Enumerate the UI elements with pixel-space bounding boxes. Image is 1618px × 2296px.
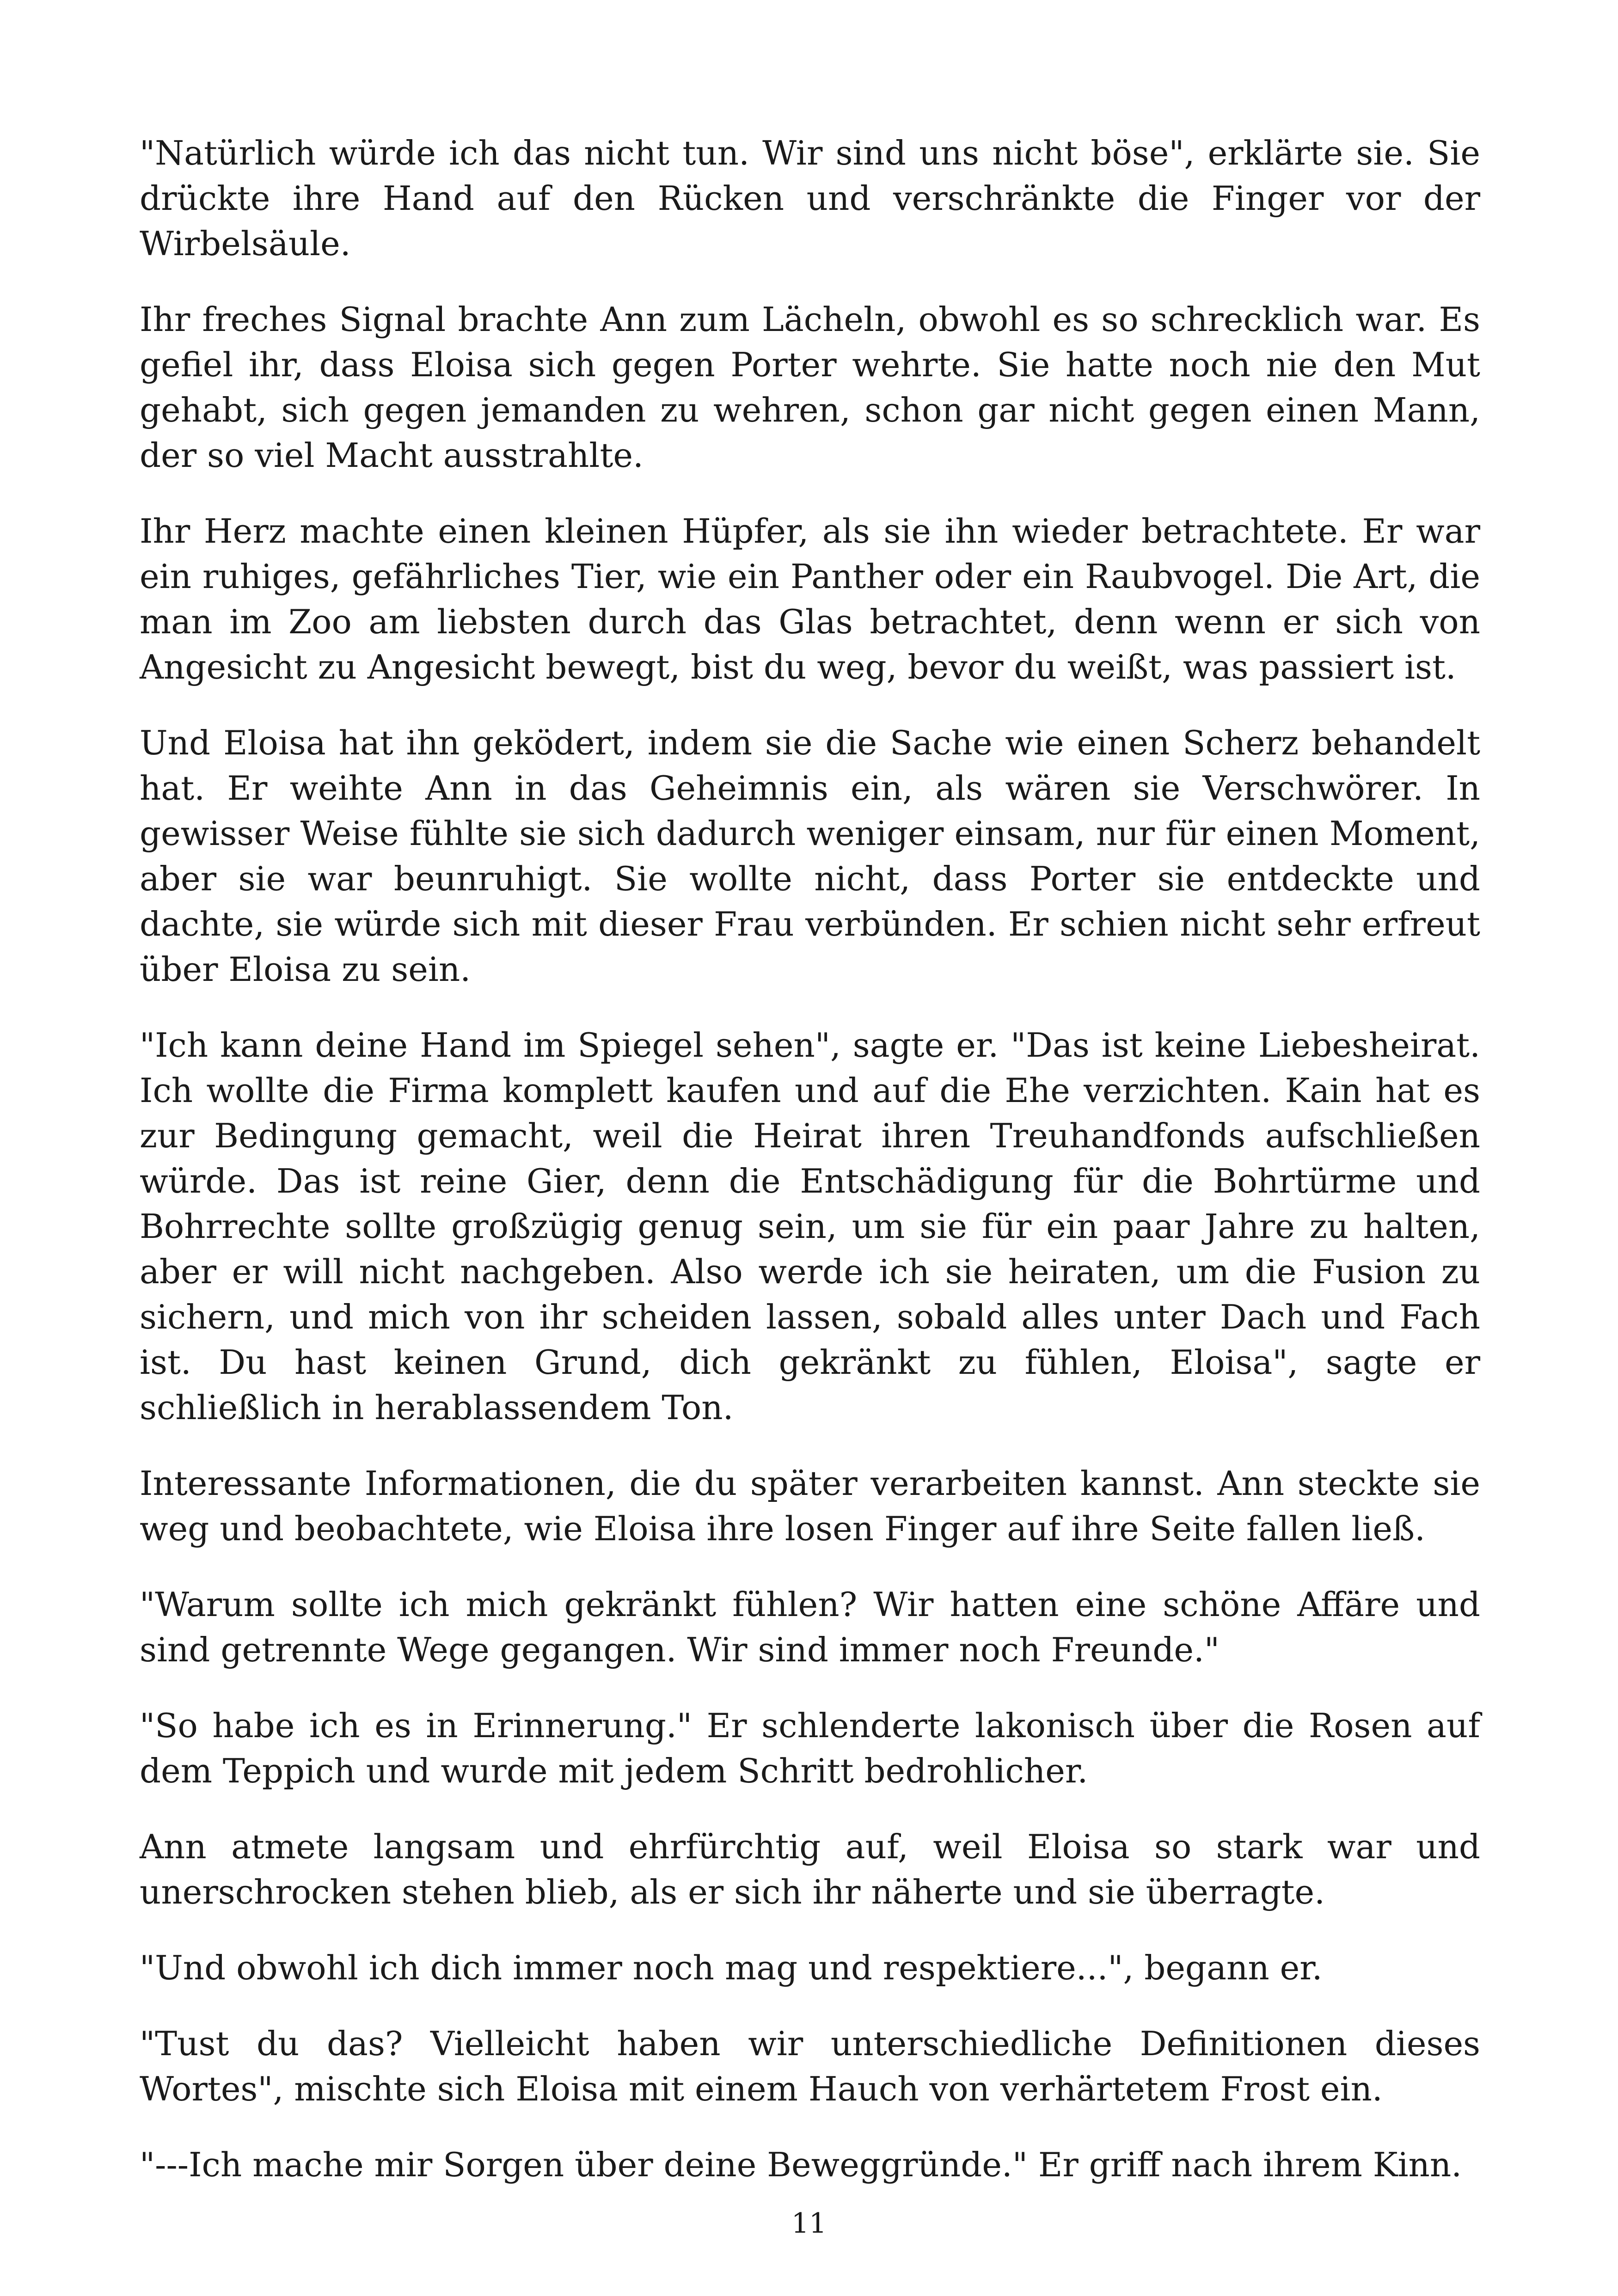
body-text <box>140 130 1480 2218</box>
paragraph: "Tust du das? Vielleicht haben wir unterschiedliche Definitionen dieses Wortes", mischte sich Eloisa mit einem Hauch von verhärtetem Frost ein. <box>140 2024 1480 2108</box>
paragraph: "Natürlich würde ich das nicht tun. Wir sind uns nicht böse", erklärte sie. Sie drückte ihre Hand auf den Rücken und verschränkte die Finger vor der Wirbelsäule. <box>140 134 1480 263</box>
paragraph: Ihr Herz machte einen kleinen Hüpfer, als sie ihn wieder betrachtete. Er war ein ruhiges, gefährliches Tier, wie ein Panther oder ein Raubvogel. Die Art, die man im Zoo am liebsten durch das Glas betrachtet, denn wenn er sich von Angesicht zu Angesicht bewegt, bist du weg, bevor du weißt, was passiert ist. <box>140 512 1480 686</box>
paragraph: "So habe ich es in Erinnerung." Er schlenderte lakonisch über die Rosen auf dem Teppich und wurde mit jedem Schritt bedrohlicher. <box>140 1706 1480 1790</box>
paragraph: "---Ich mache mir Sorgen über deine Beweggründe." Er griff nach ihrem Kinn. <box>140 2145 1462 2184</box>
page-number: 11 <box>791 2207 827 2240</box>
paragraph: "Warum sollte ich mich gekränkt fühlen? Wir hatten eine schöne Affäre und sind getrennte Wege gegangen. Wir sind immer noch Freunde." <box>140 1585 1480 1669</box>
paragraph: Interessante Informationen, die du später verarbeiten kannst. Ann steckte sie weg und beobachtete, wie Eloisa ihre losen Finger auf ihre Seite fallen ließ. <box>140 1464 1480 1548</box>
paragraph: Ann atmete langsam und ehrfürchtig auf, weil Eloisa so stark war und unerschrocken stehen blieb, als er sich ihr näherte und sie überragte. <box>140 1827 1480 1911</box>
paragraph: Ihr freches Signal brachte Ann zum Lächeln, obwohl es so schrecklich war. Es gefiel ihr, dass Eloisa sich gegen Porter wehrte. Sie hatte noch nie den Mut gehabt, sich gegen jemanden zu wehren, schon gar nicht gegen einen Mann, der so viel Macht ausstrahlte. <box>140 300 1480 475</box>
paragraph: "Ich kann deine Hand im Spiegel sehen", sagte er. "Das ist keine Liebesheirat. Ich wollte die Firma komplett kaufen und auf die Ehe verzichten. Kain hat es zur Bedingung gemacht, weil die Heirat ihren Treuhandfonds aufschließen würde. Das ist reine Gier, denn die Entschädigung für die Bohrtürme und Bohrrechte sollte großzügig genug sein, um sie für ein paar Jahre zu halten, aber er will nicht nachgeben. Also werde ich sie heiraten, um die Fusion zu sichern, und mich von ihr scheiden lassen, sobald alles unter Dach und Fach ist. Du hast keinen Grund, dich gekränkt zu fühlen, Eloisa", sagte er schließlich in herablassendem Ton. <box>140 1026 1480 1427</box>
paragraph: Und Eloisa hat ihn geködert, indem sie die Sache wie einen Scherz behandelt hat. Er weihte Ann in das Geheimnis ein, als wären sie Verschwörer. In gewisser Weise fühlte sie sich dadurch weniger einsam, nur für einen Moment, aber sie war beunruhigt. Sie wollte nicht, dass Porter sie entdeckte und dachte, sie würde sich mit dieser Frau verbünden. Er schien nicht sehr erfreut über Eloisa zu sein. <box>140 723 1480 989</box>
paragraph: "Und obwohl ich dich immer noch mag und respektiere...", begann er. <box>140 1948 1323 1987</box>
